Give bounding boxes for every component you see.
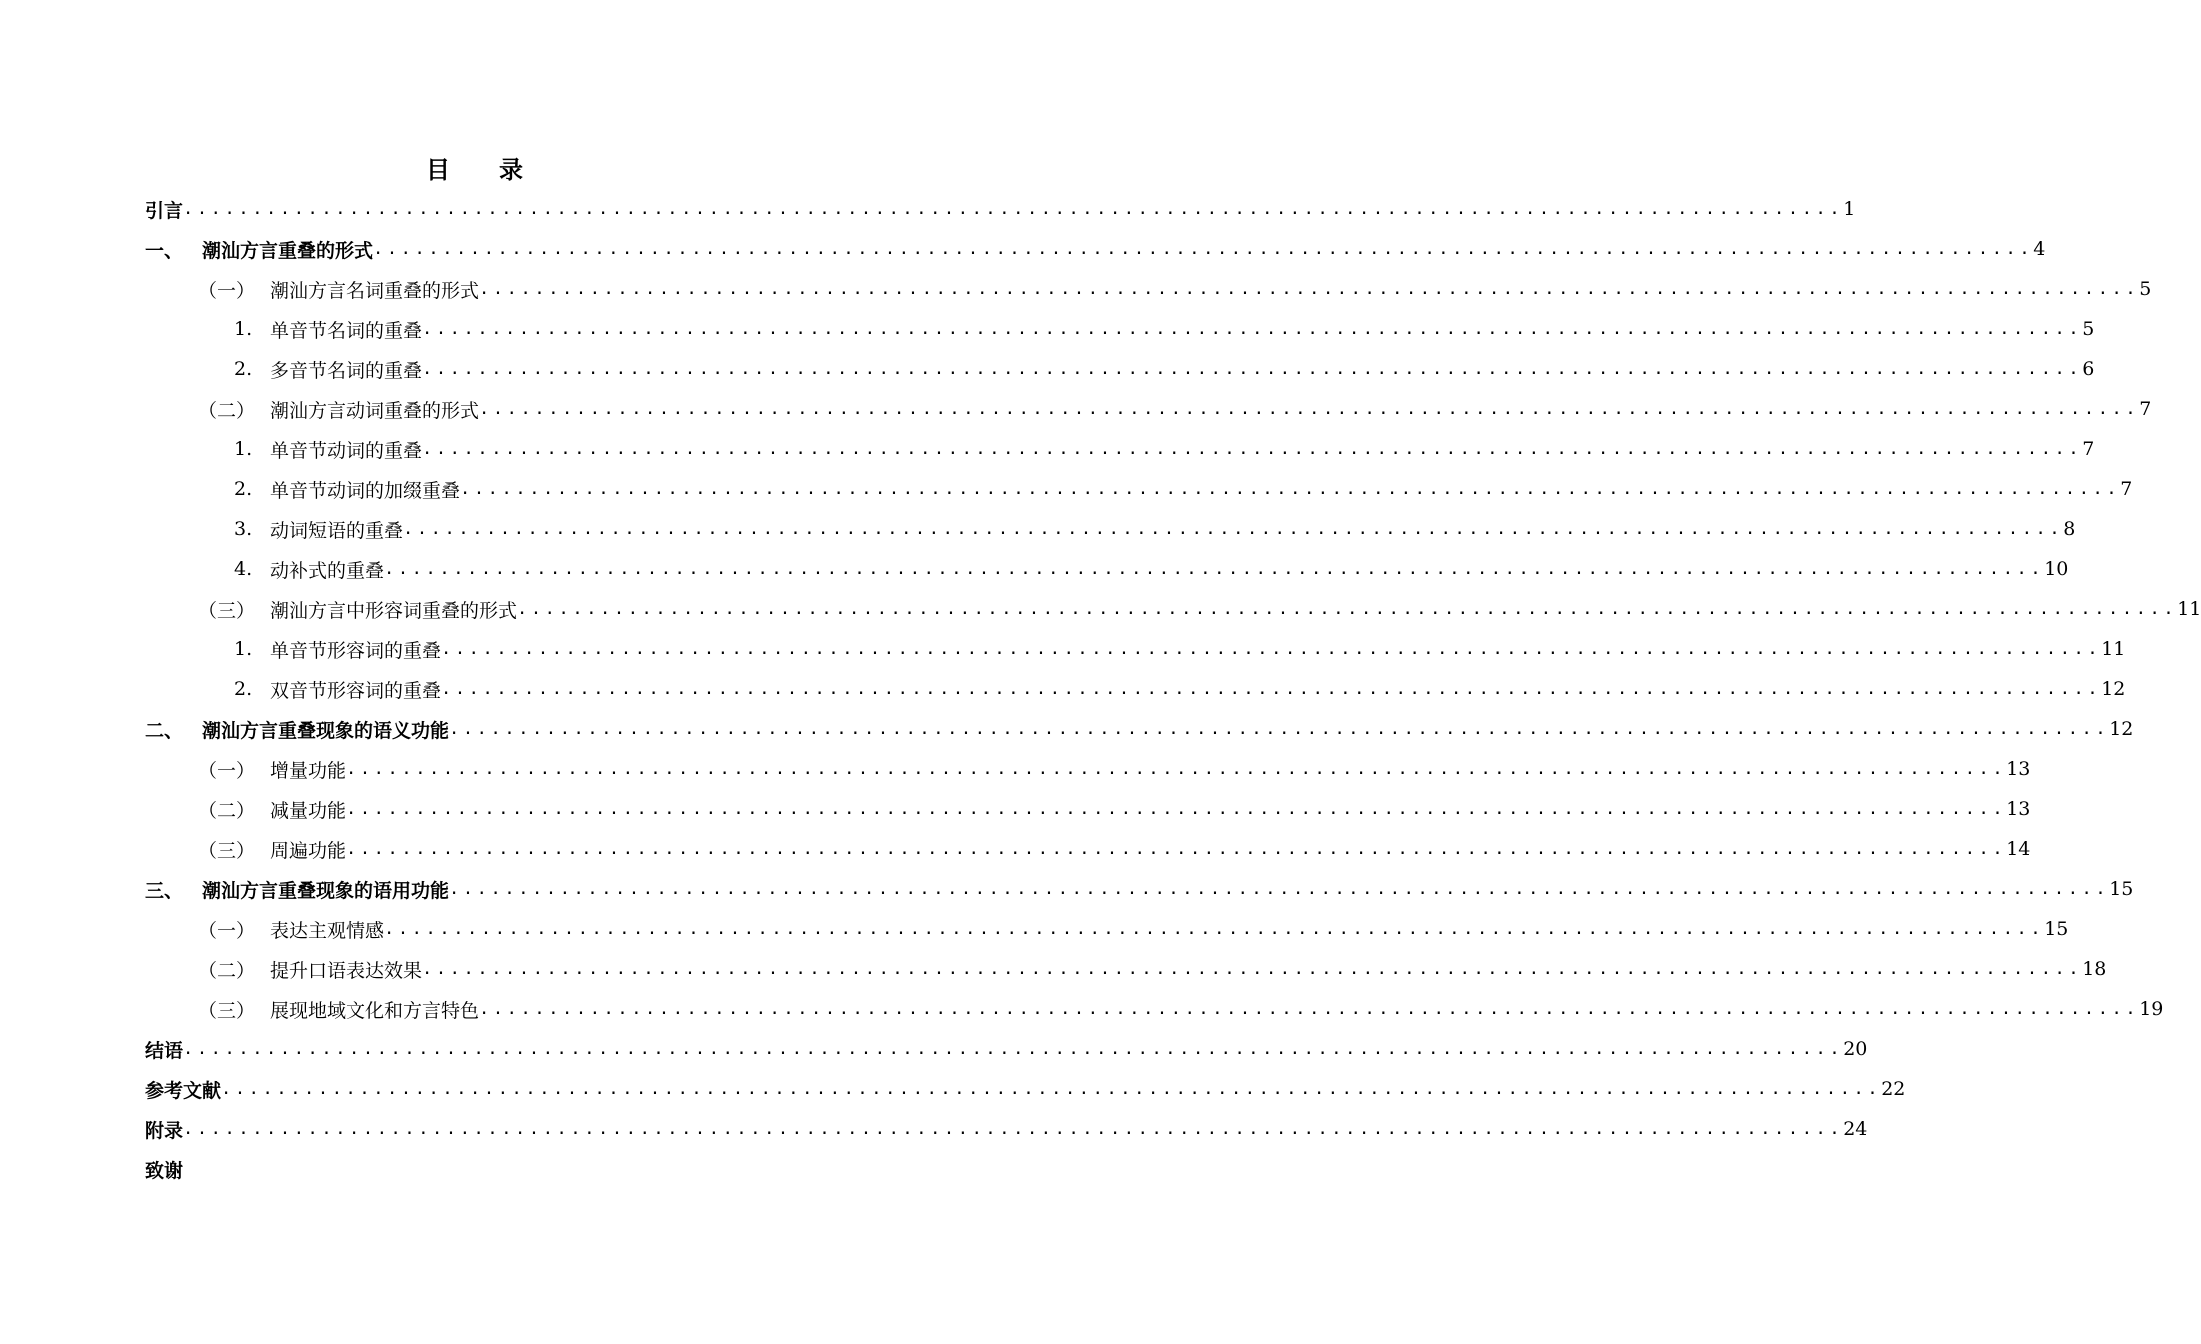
- toc-entry-text: 结语: [145, 1039, 184, 1062]
- toc-dot-leader: ........................................................................................................................: [479, 279, 2140, 299]
- toc-entry-text: 附录: [145, 1119, 184, 1142]
- toc-dot-leader: ........................................................................................................................: [422, 319, 2083, 339]
- toc-entry-label: [198, 916, 384, 943]
- toc-entry-text: 增量功能: [270, 759, 347, 782]
- toc-dot-leader: ........................................................................................................................: [346, 759, 2007, 779]
- toc-entry-label: [198, 836, 346, 863]
- toc-entry-text: 潮汕方言名词重叠的形式: [270, 279, 480, 302]
- toc-entry-label: [145, 236, 373, 263]
- toc-entry[interactable]: [0, 549, 2069, 589]
- toc-entry-label: [145, 1116, 183, 1143]
- toc-entry-page-number: 20: [1843, 1038, 1868, 1060]
- toc-entry-text: 动补式的重叠: [270, 559, 385, 582]
- toc-entry-number: 1.: [234, 438, 253, 460]
- toc-entry[interactable]: [0, 949, 2107, 989]
- toc-entry-label: [234, 516, 403, 543]
- toc-entry-page-number: 18: [2082, 958, 2107, 980]
- toc-dot-leader: ........................................................................................................................: [422, 359, 2083, 379]
- toc-entry-text: 引言: [145, 199, 184, 222]
- toc-entry-label: [198, 756, 346, 783]
- toc-entry-label: [198, 276, 479, 303]
- toc-entry[interactable]: [0, 909, 2069, 949]
- toc-entry[interactable]: [0, 229, 2046, 269]
- toc-entry-page-number: 8: [2063, 518, 2076, 540]
- toc-dot-leader: ........................................................................................................................: [449, 719, 2110, 739]
- toc-entry-page-number: 7: [2082, 438, 2095, 460]
- toc-entry-number: 2.: [234, 478, 253, 500]
- toc-entry-number: 1.: [234, 638, 253, 660]
- toc-entry[interactable]: [0, 389, 2152, 429]
- toc-entry[interactable]: [0, 429, 2095, 469]
- toc-entry[interactable]: [0, 1109, 1868, 1149]
- toc-entry-label: [234, 356, 422, 383]
- toc-entry-number: 二、: [145, 719, 184, 742]
- toc-entry-text: 提升口语表达效果: [270, 959, 423, 982]
- toc-entry[interactable]: [0, 669, 2126, 709]
- toc-entry-number: 一、: [145, 239, 184, 262]
- toc-entry-label: [145, 1036, 183, 1063]
- toc-entry-label: [198, 996, 479, 1023]
- toc-entry-text: 潮汕方言重叠的形式: [202, 239, 374, 262]
- toc-entry-number: 三、: [145, 879, 184, 902]
- toc-entry-number: （一）: [198, 759, 256, 782]
- toc-entry-label: [198, 596, 517, 623]
- toc-entry-label: [234, 636, 441, 663]
- toc-entry-number: （一）: [198, 279, 256, 302]
- toc-entry[interactable]: [0, 1149, 950, 1189]
- toc-entry-page-number: 13: [2006, 798, 2031, 820]
- toc-entry-text: 减量功能: [270, 799, 347, 822]
- toc-dot-leader: ........................................................................................................................: [403, 519, 2064, 539]
- toc-entry-page-number: 6: [2082, 358, 2095, 380]
- toc-entry-number: 4.: [234, 558, 253, 580]
- toc-entry[interactable]: [0, 589, 2201, 629]
- toc-entry-label: [145, 1076, 221, 1103]
- toc-entry-page-number: 4: [2033, 238, 2046, 260]
- toc-entry[interactable]: [0, 509, 2076, 549]
- toc-dot-leader: ........................................................................................................................: [183, 1119, 1844, 1139]
- toc-entry-number: 1.: [234, 318, 253, 340]
- toc-entry[interactable]: [0, 309, 2095, 349]
- toc-entry-label: [234, 436, 422, 463]
- toc-entry[interactable]: [0, 469, 2133, 509]
- toc-entry-text: 潮汕方言中形容词重叠的形式: [270, 599, 518, 622]
- toc-entry[interactable]: [0, 1029, 1868, 1069]
- toc-title-left: 目: [426, 156, 451, 184]
- toc-entry[interactable]: [0, 709, 2134, 749]
- toc-entry-page-number: 12: [2109, 718, 2134, 740]
- toc-entry-page-number: 10: [2044, 558, 2069, 580]
- toc-dot-leader: ........................................................................................................................: [422, 959, 2083, 979]
- toc-entry-page-number: 1: [1843, 198, 1856, 220]
- toc-entry-page-number: 5: [2082, 318, 2095, 340]
- toc-entry-label: [198, 396, 479, 423]
- toc-dot-leader: ........................................................................................................................: [183, 199, 1844, 219]
- toc-entry-page-number: 24: [1843, 1118, 1868, 1140]
- toc-dot-leader: ........................................................................................................................: [384, 559, 2045, 579]
- toc-entry-label: [145, 716, 449, 743]
- toc-entry-page-number: 11: [2101, 638, 2126, 660]
- toc-dot-leader: ........................................................................................................................: [479, 999, 2140, 1019]
- toc-dot-leader: ........................................................................................................................: [422, 439, 2083, 459]
- toc-entry-page-number: 7: [2120, 478, 2133, 500]
- toc-dot-leader: ........................................................................................................................: [460, 479, 2121, 499]
- toc-entry-label: [198, 956, 422, 983]
- toc-entry-label: [145, 1156, 183, 1183]
- toc-entry-label: [198, 796, 346, 823]
- toc-entry[interactable]: [0, 869, 2134, 909]
- toc-entry-page-number: 5: [2139, 278, 2152, 300]
- toc-entry-text: 单音节形容词的重叠: [270, 639, 442, 662]
- toc-entry-page-number: 19: [2139, 998, 2164, 1020]
- toc-entry-text: 单音节动词的加缀重叠: [270, 479, 461, 502]
- toc-entry-number: （二）: [198, 399, 256, 422]
- toc-entry-text: 动词短语的重叠: [270, 519, 404, 542]
- toc-entry-text: 潮汕方言重叠现象的语用功能: [202, 879, 450, 902]
- toc-dot-leader: ........................................................................................................................: [441, 679, 2102, 699]
- toc-dot-leader: ........................................................................................................................: [479, 399, 2140, 419]
- toc-entry-label: [145, 196, 183, 223]
- toc-entry-text: 单音节动词的重叠: [270, 439, 423, 462]
- toc-entry-page-number: 12: [2101, 678, 2126, 700]
- toc-entry[interactable]: [0, 269, 2152, 309]
- toc-entry-text: 周遍功能: [270, 839, 347, 862]
- toc-entry-text: 致谢: [145, 1159, 184, 1182]
- toc-entry[interactable]: [0, 189, 1856, 229]
- toc-title: [0, 150, 950, 190]
- toc-entry-label: [145, 876, 449, 903]
- toc-dot-leader: ........................................................................................................................: [373, 239, 2034, 259]
- toc-entry[interactable]: [0, 349, 2095, 389]
- toc-entry[interactable]: [0, 829, 2031, 869]
- toc-dot-leader: ........................................................................................................................: [183, 1039, 1844, 1059]
- toc-entry[interactable]: [0, 1069, 1906, 1109]
- toc-entry-text: 潮汕方言重叠现象的语义功能: [202, 719, 450, 742]
- toc-entry-number: 2.: [234, 358, 253, 380]
- toc-dot-leader: ........................................................................................................................: [449, 879, 2110, 899]
- toc-title-right: 录: [499, 156, 524, 184]
- toc-entry-text: 潮汕方言动词重叠的形式: [270, 399, 480, 422]
- toc-dot-leader: ........................................................................................................................: [384, 919, 2045, 939]
- toc-dot-leader: ........................................................................................................................: [517, 599, 2178, 619]
- toc-entry-label: [234, 556, 384, 583]
- toc-dot-leader: ........................................................................................................................: [346, 799, 2007, 819]
- toc-entry-number: （三）: [198, 839, 256, 862]
- toc-dot-leader: ........................................................................................................................: [221, 1079, 1882, 1099]
- toc-entry[interactable]: [0, 789, 2031, 829]
- toc-entry-page-number: 22: [1881, 1078, 1906, 1100]
- toc-entry-text: 双音节形容词的重叠: [270, 679, 442, 702]
- toc-dot-leader: ........................................................................................................................: [441, 639, 2102, 659]
- toc-entry-number: 2.: [234, 678, 253, 700]
- toc-entry-number: （三）: [198, 999, 256, 1022]
- toc-entry-label: [234, 476, 460, 503]
- toc-entry-number: （三）: [198, 599, 256, 622]
- toc-entry-text: 展现地域文化和方言特色: [270, 999, 480, 1022]
- toc-entry-number: （一）: [198, 919, 256, 942]
- toc-entry-page-number: 15: [2109, 878, 2134, 900]
- toc-dot-leader: ........................................................................................................................: [346, 839, 2007, 859]
- toc-entry-text: 多音节名词的重叠: [270, 359, 423, 382]
- toc-entry-label: [234, 316, 422, 343]
- toc-entry[interactable]: [0, 749, 2031, 789]
- toc-entry-number: （二）: [198, 799, 256, 822]
- toc-list: [0, 189, 2201, 1189]
- toc-entry-page-number: 7: [2139, 398, 2152, 420]
- toc-entry-page-number: 11: [2177, 598, 2201, 620]
- toc-entry-text: 表达主观情感: [270, 919, 385, 942]
- toc-entry-page-number: 13: [2006, 758, 2031, 780]
- toc-entry-page-number: 14: [2006, 838, 2031, 860]
- toc-entry-text: 参考文献: [145, 1079, 222, 1102]
- toc-entry-label: [234, 676, 441, 703]
- toc-entry-page-number: 15: [2044, 918, 2069, 940]
- toc-entry[interactable]: [0, 629, 2126, 669]
- toc-entry-number: （二）: [198, 959, 256, 982]
- toc-entry[interactable]: [0, 989, 2164, 1029]
- toc-entry-number: 3.: [234, 518, 253, 540]
- toc-entry-text: 单音节名词的重叠: [270, 319, 423, 342]
